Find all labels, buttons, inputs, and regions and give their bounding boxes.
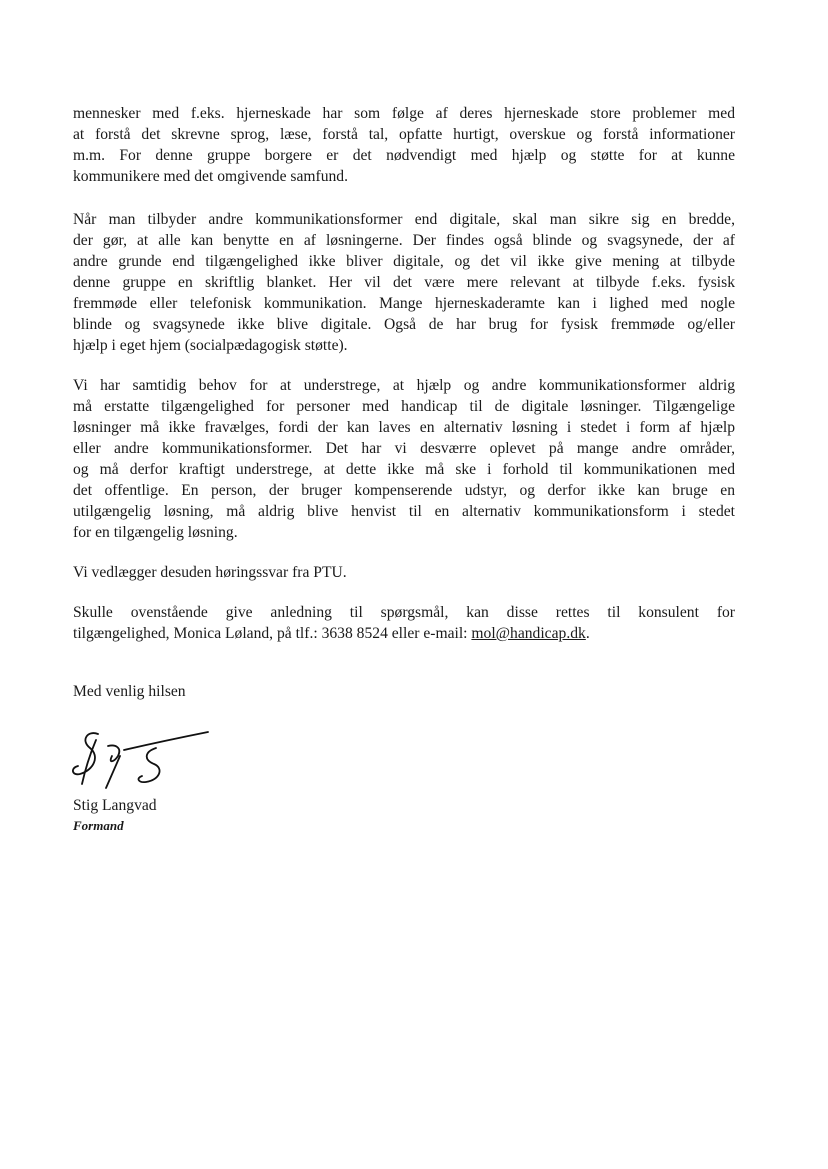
text-line: for en tilgængelig løsning. [73,524,238,541]
handwritten-signature [60,726,220,796]
paragraph-tilgaengelighed [73,375,735,543]
text-line: der gør, at alle kan benytte en af løsningerne. Der findes også blinde og svagsynede, der af [73,232,735,249]
text-line: kommunikere med det omgivende samfund. [73,168,348,185]
contact-period: . [585,625,590,642]
text-line: m.m. For denne gruppe borgere er det nødvendigt med hjælp og støtte for at kunne [73,147,735,164]
contact-line [73,623,735,644]
paragraph-attachment [73,562,735,583]
email-link[interactable]: mol@handicap.dk [471,625,586,642]
text-line: denne gruppe en skriftlig blanket. Her vil det være mere relevant at tilbyde f.eks. fysisk [73,274,735,291]
text-line: eller andre kommunikationsformer. Det har vi desværre oplevet på mange andre områder, [73,440,735,457]
text-line: Vi vedlægger desuden høringssvar fra PTU. [73,564,347,581]
text-line: andre grunde end tilgængelighed ikke bliver digitale, og det vil ikke give mening at tilbyde [73,253,735,270]
paragraph-kommunikationsformer [73,209,735,356]
text-line: hjælp i eget hjem (socialpædagogisk støtte). [73,337,348,354]
text-line: at forstå det skrevne sprog, læse, forstå tal, opfatte hurtigt, overskue og forstå informationer [73,126,735,143]
text-line: og må derfor kraftigt understrege, at dette ikke må ske i forhold til kommunikationen med [73,461,735,478]
contact-text: tilgængelighed, Monica Løland, på tlf.: 3638 8524 eller e-mail: [73,625,472,642]
paragraph-hjerneskade [73,103,735,187]
signer-title: Formand [73,818,124,833]
text-line: må erstatte tilgængelighed for personer med handicap til de digitale løsninger. Tilgængelige [73,398,735,415]
text-line: løsninger må ikke fravælges, fordi der kan laves en alternativ løsning i stedet i form af hjælp [73,419,735,436]
text-line: mennesker med f.eks. hjerneskade har som følge af deres hjerneskade store problemer med [73,105,735,122]
text-line: det offentlige. En person, der bruger kompenserende udstyr, og derfor ikke kan bruge en [73,482,735,499]
signer-name: Stig Langvad [73,797,157,814]
text-line: Skulle ovenstående give anledning til spørgsmål, kan disse rettes til konsulent for [73,604,735,621]
paragraph-contact [73,602,735,644]
text-line: utilgængelig løsning, må aldrig blive henvist til en alternativ kommunikationsform i stedet [73,503,735,520]
closing-greeting: Med venlig hilsen [73,683,186,700]
text-line: blinde og svagsynede ikke blive digitale. Også de har brug for fysisk fremmøde og/eller [73,316,735,333]
text-line: fremmøde eller telefonisk kommunikation. Mange hjerneskaderamte kan i lighed med nogle [73,295,735,312]
text-line: Vi har samtidig behov for at understrege, at hjælp og andre kommunikationsformer aldrig [73,377,735,394]
text-line: Når man tilbyder andre kommunikationsformer end digitale, skal man sikre sig en bredde, [73,211,735,228]
